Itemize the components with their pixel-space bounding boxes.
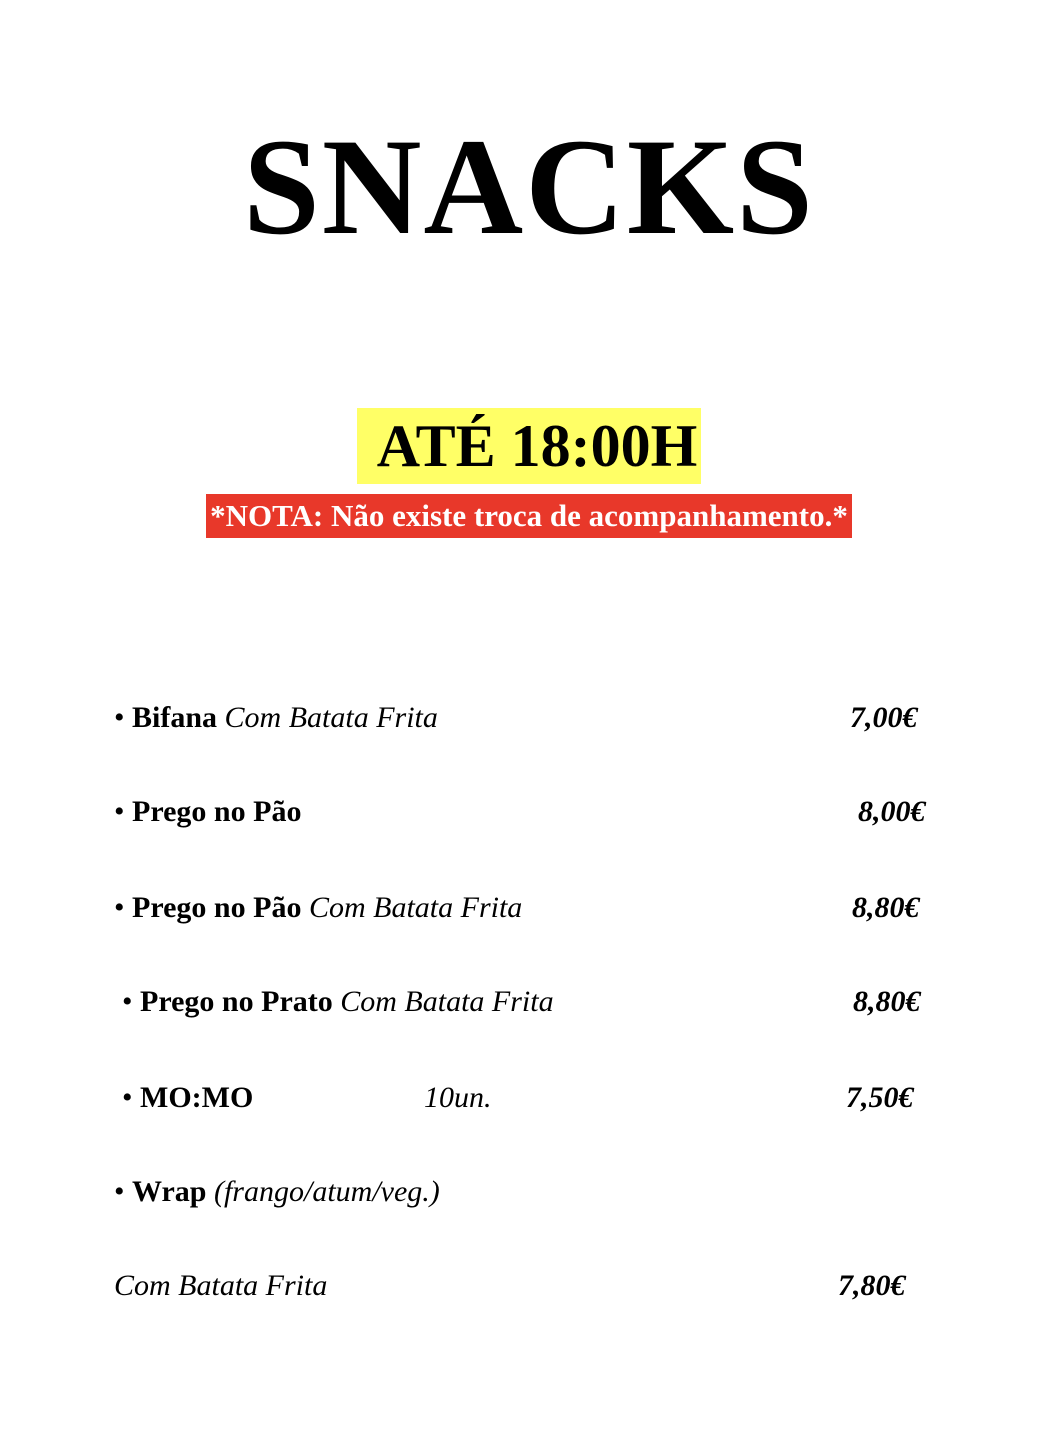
menu-item-prego-no-prato [122, 984, 554, 1020]
menu-item-wrap-side [114, 1268, 327, 1304]
item-price: 8,80€ [852, 891, 920, 924]
bullet: • [122, 1081, 133, 1114]
item-name: Prego no Pão [132, 795, 302, 828]
bullet: • [114, 795, 125, 828]
item-name: Prego no Prato [140, 985, 333, 1018]
item-description: Com Batata Frita [114, 1269, 328, 1302]
item-description: Com Batata Frita [340, 985, 554, 1018]
menu-item-prego-no-pao [114, 794, 301, 830]
note-label: *NOTA: Não existe troca de acompanhamento.* [206, 494, 852, 538]
bullet: • [114, 701, 125, 734]
item-price: 7,50€ [846, 1081, 914, 1114]
menu-item-bifana [114, 700, 438, 736]
item-name: Bifana [132, 701, 218, 734]
bullet: • [114, 891, 125, 924]
item-description: Com Batata Frita [224, 701, 438, 734]
item-name: Wrap [132, 1175, 207, 1208]
menu-item-prego-no-pao-batata [114, 890, 522, 926]
bullet: • [114, 1175, 125, 1208]
page-title: SNACKS [243, 110, 815, 263]
item-description: (frango/atum/veg.) [213, 1175, 440, 1208]
hours-label: ATÉ 18:00H [357, 408, 702, 484]
bullet: • [122, 985, 133, 1018]
item-price: 7,00€ [850, 701, 918, 734]
menu-item-momo [122, 1080, 253, 1116]
item-price: 8,00€ [858, 795, 926, 828]
hours-banner [0, 408, 1058, 484]
item-price: 8,80€ [853, 985, 921, 1018]
note-banner [0, 494, 1058, 538]
menu-item-wrap [114, 1174, 440, 1210]
item-name: Prego no Pão [132, 891, 302, 924]
item-name: MO:MO [140, 1081, 254, 1114]
item-quantity: 10un. [424, 1081, 492, 1114]
item-price: 7,80€ [838, 1269, 906, 1302]
item-description: Com Batata Frita [308, 891, 523, 924]
